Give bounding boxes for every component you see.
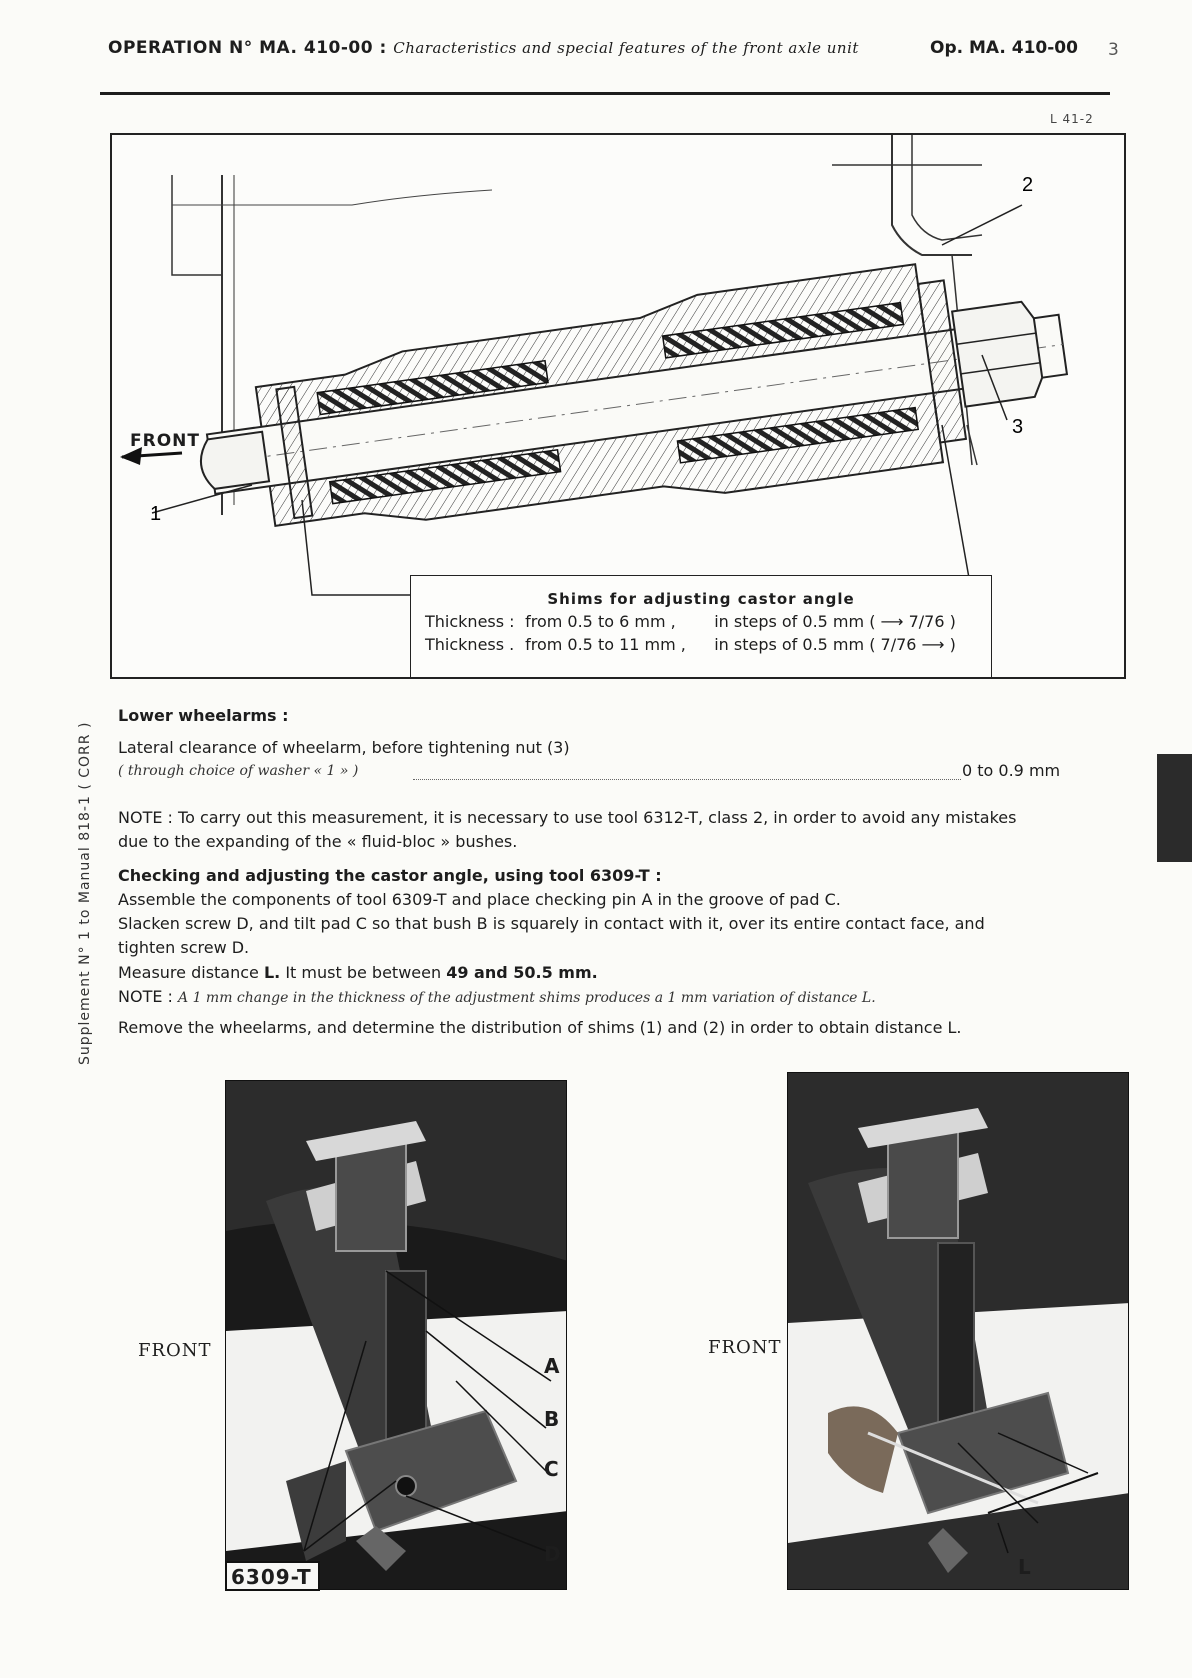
photo-label-d: D — [544, 1542, 561, 1566]
front-label: FRONT — [130, 431, 200, 451]
callout-3: 3 — [1012, 416, 1024, 438]
shims-row-1-steps: in steps of 0.5 mm ( — [714, 612, 876, 631]
axle-cross-section-figure — [110, 133, 1126, 679]
callout-2: 2 — [1022, 174, 1034, 196]
measure-l: L. — [263, 963, 281, 982]
shims-row-1-note: 7/76 ) — [908, 612, 956, 631]
shims-row-2-steps: in steps of 0.5 mm ( 7/76 — [714, 635, 917, 654]
shims-title: Shims for adjusting castor angle — [547, 590, 855, 608]
note-2-prefix: NOTE : — [118, 987, 173, 1006]
photo-left-front-label: FRONT — [138, 1340, 212, 1361]
measure-line — [118, 963, 598, 982]
photo-label-c: C — [544, 1457, 559, 1481]
photo-label-b: B — [544, 1407, 560, 1431]
header-subtitle: Characteristics and special features of the front axle unit — [393, 39, 859, 57]
shims-row-1-label: Thickness : — [425, 612, 515, 631]
photo-right-front-label: FRONT — [708, 1337, 782, 1358]
note-1-line-1: NOTE : To carry out this measurement, it is necessary to use tool 6312-T, class 2, in order to avoid any mistakes — [118, 808, 1017, 827]
step-assemble: Assemble the components of tool 6309-T and place checking pin A in the groove of pad C. — [118, 890, 841, 909]
checking-heading: Checking and adjusting the castor angle, using tool 6309-T : — [118, 866, 662, 885]
measure-mid: It must be between — [280, 963, 447, 982]
callout-1: 1 — [150, 503, 162, 525]
shims-row-2-range: from 0.5 to 11 mm , — [525, 635, 686, 654]
page-number: 3 — [1108, 40, 1119, 60]
header-rule — [100, 92, 1110, 95]
note-1-line-2: due to the expanding of the « fluid-bloc » bushes. — [118, 832, 518, 851]
photo-label-a: A — [544, 1354, 560, 1378]
clearance-line: Lateral clearance of wheelarm, before tightening nut (3) — [118, 738, 570, 757]
clearance-value: 0 to 0.9 mm — [962, 761, 1061, 780]
op-reference: Op. MA. 410-00 — [930, 38, 1078, 58]
arrow-right-icon: ⟶ — [880, 612, 904, 631]
dot-leader — [413, 767, 961, 780]
measure-prefix: Measure distance — [118, 963, 264, 982]
arrow-right-icon: ⟶ — [921, 635, 945, 654]
lower-wheelarms-heading: Lower wheelarms : — [118, 706, 289, 725]
operation-number: OPERATION N° MA. 410-00 : — [108, 38, 387, 58]
shims-row-1-range: from 0.5 to 6 mm , — [525, 612, 676, 631]
shims-box — [410, 575, 992, 679]
photo-distance-measurement — [787, 1072, 1129, 1590]
clearance-subline: ( through choice of washer « 1 » ) — [118, 763, 359, 779]
photo-tool-assembly — [225, 1080, 567, 1590]
note-2-text: A 1 mm change in the thickness of the adjustment shims produces a 1 mm variation of distance L. — [178, 990, 876, 1006]
shims-row-2-note: ) — [949, 635, 956, 654]
section-tab-marker — [1157, 754, 1192, 862]
remove-line: Remove the wheelarms, and determine the distribution of shims (1) and (2) in order to obtain distance L. — [118, 1018, 962, 1037]
tool-number-label: 6309-T — [225, 1561, 320, 1591]
measure-values: 49 and 50.5 mm. — [446, 963, 598, 982]
shims-row-2 — [425, 635, 991, 654]
shims-row-1 — [425, 612, 991, 631]
photo-tool-assembly-illustration — [226, 1081, 567, 1590]
note-2 — [118, 987, 876, 1006]
shims-row-2-label: Thickness . — [425, 635, 515, 654]
page-header — [108, 38, 859, 58]
supplement-reference: Supplement N° 1 to Manual 818-1 ( CORR ) — [77, 721, 93, 1065]
step-slacken-line-2: tighten screw D. — [118, 938, 250, 957]
photo-label-l: L — [1018, 1555, 1031, 1579]
figure-reference: L 41-2 — [1050, 112, 1094, 126]
step-slacken-line-1: Slacken screw D, and tilt pad C so that bush B is squarely in contact with it, over its entire contact face, and — [118, 914, 985, 933]
photo-distance-measurement-illustration — [788, 1073, 1129, 1590]
